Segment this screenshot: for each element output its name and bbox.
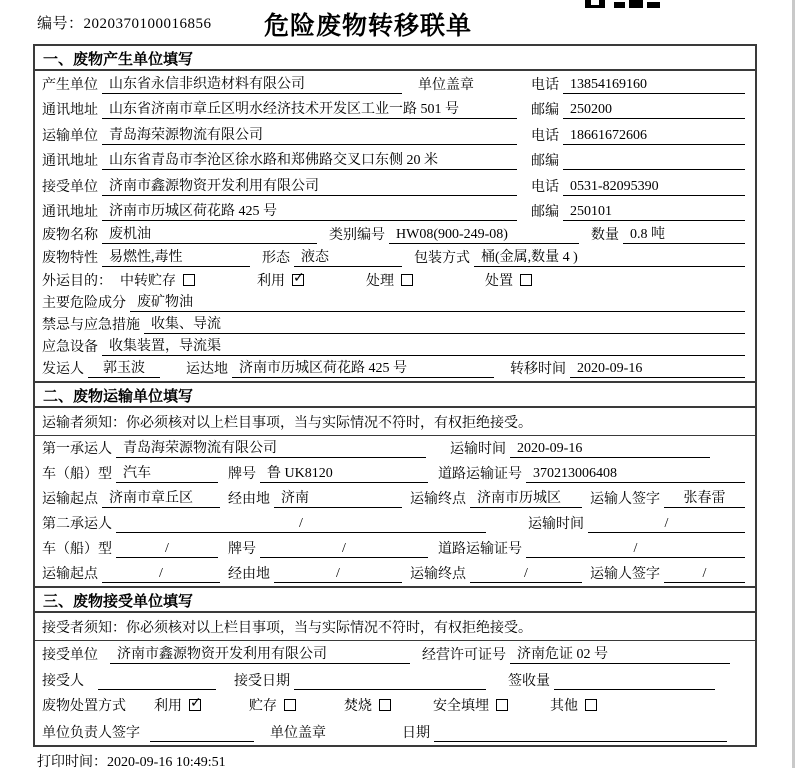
purpose-option-transfer-storage [120, 270, 195, 290]
destination-label: 运达地 [186, 362, 228, 377]
disposal-option-use [154, 695, 201, 715]
signature-row [35, 719, 755, 745]
transporter-phone-label: 电话 [531, 128, 559, 144]
route1-end-value: 济南市历城区 [470, 487, 582, 508]
disposal-incinerate-label: 焚烧 [344, 698, 372, 714]
producer-unit-value: 山东省永信非织造材料有限公司 [102, 73, 402, 94]
hazard-value: 废矿物油 [130, 291, 745, 312]
vehicle1-road-value: 370213006408 [526, 466, 745, 483]
transporter-notice-label: 运输者须知： [42, 415, 126, 431]
unit-stamp2-label: 单位盖章 [270, 726, 326, 741]
vehicle2-row [35, 536, 755, 561]
purpose-label: 外运目的： [42, 274, 112, 289]
route2-start-value: / [102, 566, 220, 583]
waste-form-value: 液态 [294, 246, 402, 267]
transfer-manifest-form [33, 44, 757, 747]
license-value: 济南危证 02 号 [510, 643, 730, 664]
transporter-phone-value: 18661672606 [563, 128, 745, 145]
responsible-sign-value [150, 725, 254, 742]
transfer-time-label: 转移时间 [510, 362, 566, 377]
taboo-label: 禁忌与应急措施 [42, 318, 140, 333]
disposal-label: 废物处置方式 [42, 698, 126, 714]
receiver-address-row [35, 199, 755, 225]
transporter-unit-label: 运输单位 [42, 128, 98, 144]
route2-end-value: / [470, 566, 582, 583]
waste-property-label: 废物特性 [42, 251, 98, 266]
carrier1-value: 青岛海荣源物流有限公司 [116, 437, 426, 458]
producer-zip-value: 250200 [563, 102, 745, 119]
page-title: 危险废物转移联单 [263, 12, 472, 40]
transporter-notice-row [35, 408, 755, 436]
producer-address-label: 通讯地址 [42, 103, 98, 118]
producer-phone-value: 13854169160 [563, 77, 745, 94]
producer-unit-label: 产生单位 [42, 77, 98, 93]
waste-name-value: 废机油 [102, 223, 317, 244]
section2-header: 二、废物运输单位填写 [35, 381, 755, 408]
dispatch-row [35, 359, 755, 381]
accept-unit-value: 济南市鑫源物资开发利用有限公司 [110, 643, 410, 664]
transporter-zip-value [563, 153, 745, 170]
purpose-dispose-label: 处置 [485, 274, 513, 289]
transporter-notice-text: 你必须核对以上栏目事项，当与实际情况不符时，有权拒绝接受。 [126, 415, 532, 431]
destination-value: 济南市历城区荷花路 425 号 [232, 357, 494, 378]
purpose-dispose-checkbox [520, 274, 532, 286]
disposal-other-label: 其他 [550, 698, 578, 714]
equipment-label: 应急设备 [42, 340, 98, 355]
responsible-sign-label: 单位负责人签字 [42, 726, 140, 741]
producer-unit-row [35, 71, 755, 97]
route1-via-label: 经由地 [228, 492, 270, 507]
sign-date-label: 日期 [402, 726, 430, 741]
vehicle1-plate-label: 牌号 [228, 467, 256, 482]
disposal-use-checkbox [189, 699, 201, 711]
route1-sign-label: 运输人签字 [590, 492, 660, 507]
producer-phone-label: 电话 [531, 77, 559, 93]
vehicle2-road-label: 道路运输证号 [438, 542, 522, 557]
vehicle1-type-label: 车（船）型 [42, 467, 112, 482]
purpose-row [35, 270, 755, 293]
receiver-notice-row [35, 613, 755, 641]
disposal-store-checkbox [284, 699, 296, 711]
carrier1-time-value: 2020-09-16 [510, 441, 710, 458]
license-label: 经营许可证号 [422, 648, 506, 663]
serial-label: 编号： [37, 16, 84, 32]
route2-via-value: / [274, 566, 402, 583]
waste-form-label: 形态 [262, 251, 290, 266]
disposal-store-label: 贮存 [249, 698, 277, 714]
window-edge [792, 0, 795, 768]
sign-qty-label: 签收量 [508, 674, 550, 689]
waste-qty-value: 0.8 吨 [623, 223, 745, 244]
waste-property-row [35, 247, 755, 270]
sign-qty-value [554, 673, 715, 690]
vehicle1-road-label: 道路运输证号 [438, 467, 522, 482]
purpose-option-dispose [485, 270, 532, 290]
receiver-phone-label: 电话 [531, 179, 559, 195]
disposal-use-label: 利用 [154, 698, 182, 714]
print-time-line [37, 751, 226, 768]
producer-address-row [35, 97, 755, 123]
transporter-unit-row [35, 122, 755, 148]
transporter-zip-label: 邮编 [531, 154, 559, 169]
acceptor-row [35, 667, 755, 693]
dispatcher-label: 发运人 [42, 362, 84, 377]
taboo-row [35, 315, 755, 337]
vehicle2-plate-label: 牌号 [228, 542, 256, 557]
route2-start-label: 运输起点 [42, 567, 98, 582]
receiver-zip-label: 邮编 [531, 205, 559, 220]
carrier2-value: / [116, 516, 486, 533]
carrier2-time-value: / [588, 516, 745, 533]
packing-value: 桶(金属,数量 4 ) [474, 246, 745, 267]
purpose-transfer-storage-label: 中转贮存 [120, 274, 176, 289]
receiver-address-label: 通讯地址 [42, 205, 98, 220]
route2-sign-value: / [664, 566, 745, 583]
transfer-time-value: 2020-09-16 [570, 361, 745, 378]
waste-property-value: 易燃性,毒性 [102, 246, 250, 267]
receiver-notice-text: 你必须核对以上栏目事项，当与实际情况不符时，有权拒绝接受。 [126, 620, 532, 636]
waste-category-label: 类别编号 [329, 228, 385, 243]
purpose-use-checkbox [292, 274, 304, 286]
accept-date-label: 接受日期 [234, 674, 290, 689]
transporter-address-value: 山东省青岛市李沧区徐水路和郑佛路交叉口东侧 20 米 [102, 149, 517, 170]
route1-sign-value: 张春雷 [664, 487, 745, 508]
route2-row [35, 561, 755, 586]
vehicle1-plate-value: 鲁 UK8120 [260, 462, 428, 483]
vehicle2-plate-value: / [260, 541, 428, 558]
purpose-transfer-storage-checkbox [183, 274, 195, 286]
acceptor-label: 接受人 [42, 674, 84, 689]
equipment-value: 收集装置，导流渠 [102, 335, 745, 356]
print-time-value: 2020-09-16 10:49:51 [107, 755, 226, 768]
transporter-unit-value: 青岛海荣源物流有限公司 [102, 124, 517, 145]
receiver-notice-label: 接受者须知： [42, 620, 126, 636]
taboo-value: 收集、导流 [144, 313, 745, 334]
producer-address-value: 山东省济南市章丘区明水经济技术开发区工业一路 501 号 [102, 98, 517, 119]
waste-qty-label: 数量 [591, 228, 619, 243]
waste-category-value: HW08(900-249-08) [389, 227, 579, 244]
disposal-option-incinerate [344, 695, 391, 715]
carrier1-label: 第一承运人 [42, 442, 112, 457]
receiver-unit-value: 济南市鑫源物资开发利用有限公司 [102, 175, 517, 196]
transporter-address-label: 通讯地址 [42, 154, 98, 169]
route1-start-value: 济南市章丘区 [102, 487, 220, 508]
carrier1-row [35, 436, 755, 461]
sign-date-value [434, 725, 727, 742]
disposal-landfill-label: 安全填埋 [433, 698, 489, 714]
purpose-treat-label: 处理 [366, 274, 394, 289]
waste-name-label: 废物名称 [42, 228, 98, 243]
route1-end-label: 运输终点 [410, 492, 466, 507]
waste-name-row [35, 224, 755, 247]
accept-unit-label: 接受单位 [42, 648, 98, 663]
section1-header: 一、废物产生单位填写 [35, 46, 755, 71]
equipment-row [35, 337, 755, 359]
packing-label: 包装方式 [414, 251, 470, 266]
print-time-label: 打印时间： [37, 755, 107, 768]
route2-via-label: 经由地 [228, 567, 270, 582]
route1-start-label: 运输起点 [42, 492, 98, 507]
hazard-row [35, 293, 755, 315]
accept-date-value [294, 673, 486, 690]
vehicle1-type-value: 汽车 [116, 462, 218, 483]
vehicle2-road-value: / [526, 541, 745, 558]
unit-stamp-label: 单位盖章 [418, 77, 474, 93]
purpose-option-use [257, 270, 304, 290]
route2-sign-label: 运输人签字 [590, 567, 660, 582]
carrier2-label: 第二承运人 [42, 517, 112, 532]
receiver-unit-label: 接受单位 [42, 179, 98, 195]
vehicle2-type-label: 车（船）型 [42, 542, 112, 557]
section3-header: 三、废物接受单位填写 [35, 586, 755, 613]
purpose-option-treat [366, 270, 413, 290]
carrier2-time-label: 运输时间 [528, 517, 584, 532]
acceptor-value [98, 673, 216, 690]
route1-via-value: 济南 [274, 487, 402, 508]
disposal-option-other [550, 695, 597, 715]
route1-row [35, 486, 755, 511]
accept-unit-row [35, 641, 755, 667]
disposal-other-checkbox [585, 699, 597, 711]
disposal-row [35, 693, 755, 719]
serial-value: 2020370100016856 [83, 16, 212, 32]
vehicle2-type-value: / [116, 541, 218, 558]
vehicle1-row [35, 461, 755, 486]
disposal-option-store [249, 695, 296, 715]
route2-end-label: 运输终点 [410, 567, 466, 582]
producer-zip-label: 邮编 [531, 103, 559, 118]
receiver-zip-value: 250101 [563, 204, 745, 221]
receiver-phone-value: 0531-82095390 [563, 179, 745, 196]
purpose-treat-checkbox [401, 274, 413, 286]
transporter-address-row [35, 148, 755, 174]
purpose-use-label: 利用 [257, 274, 285, 289]
hazard-label: 主要危险成分 [42, 296, 126, 311]
carrier1-time-label: 运输时间 [450, 442, 506, 457]
dispatcher-value: 郭玉波 [88, 357, 160, 378]
disposal-landfill-checkbox [496, 699, 508, 711]
disposal-incinerate-checkbox [379, 699, 391, 711]
receiver-unit-row [35, 173, 755, 199]
receiver-address-value: 济南市历城区荷花路 425 号 [102, 200, 517, 221]
carrier2-row [35, 511, 755, 536]
disposal-option-landfill [433, 695, 508, 715]
